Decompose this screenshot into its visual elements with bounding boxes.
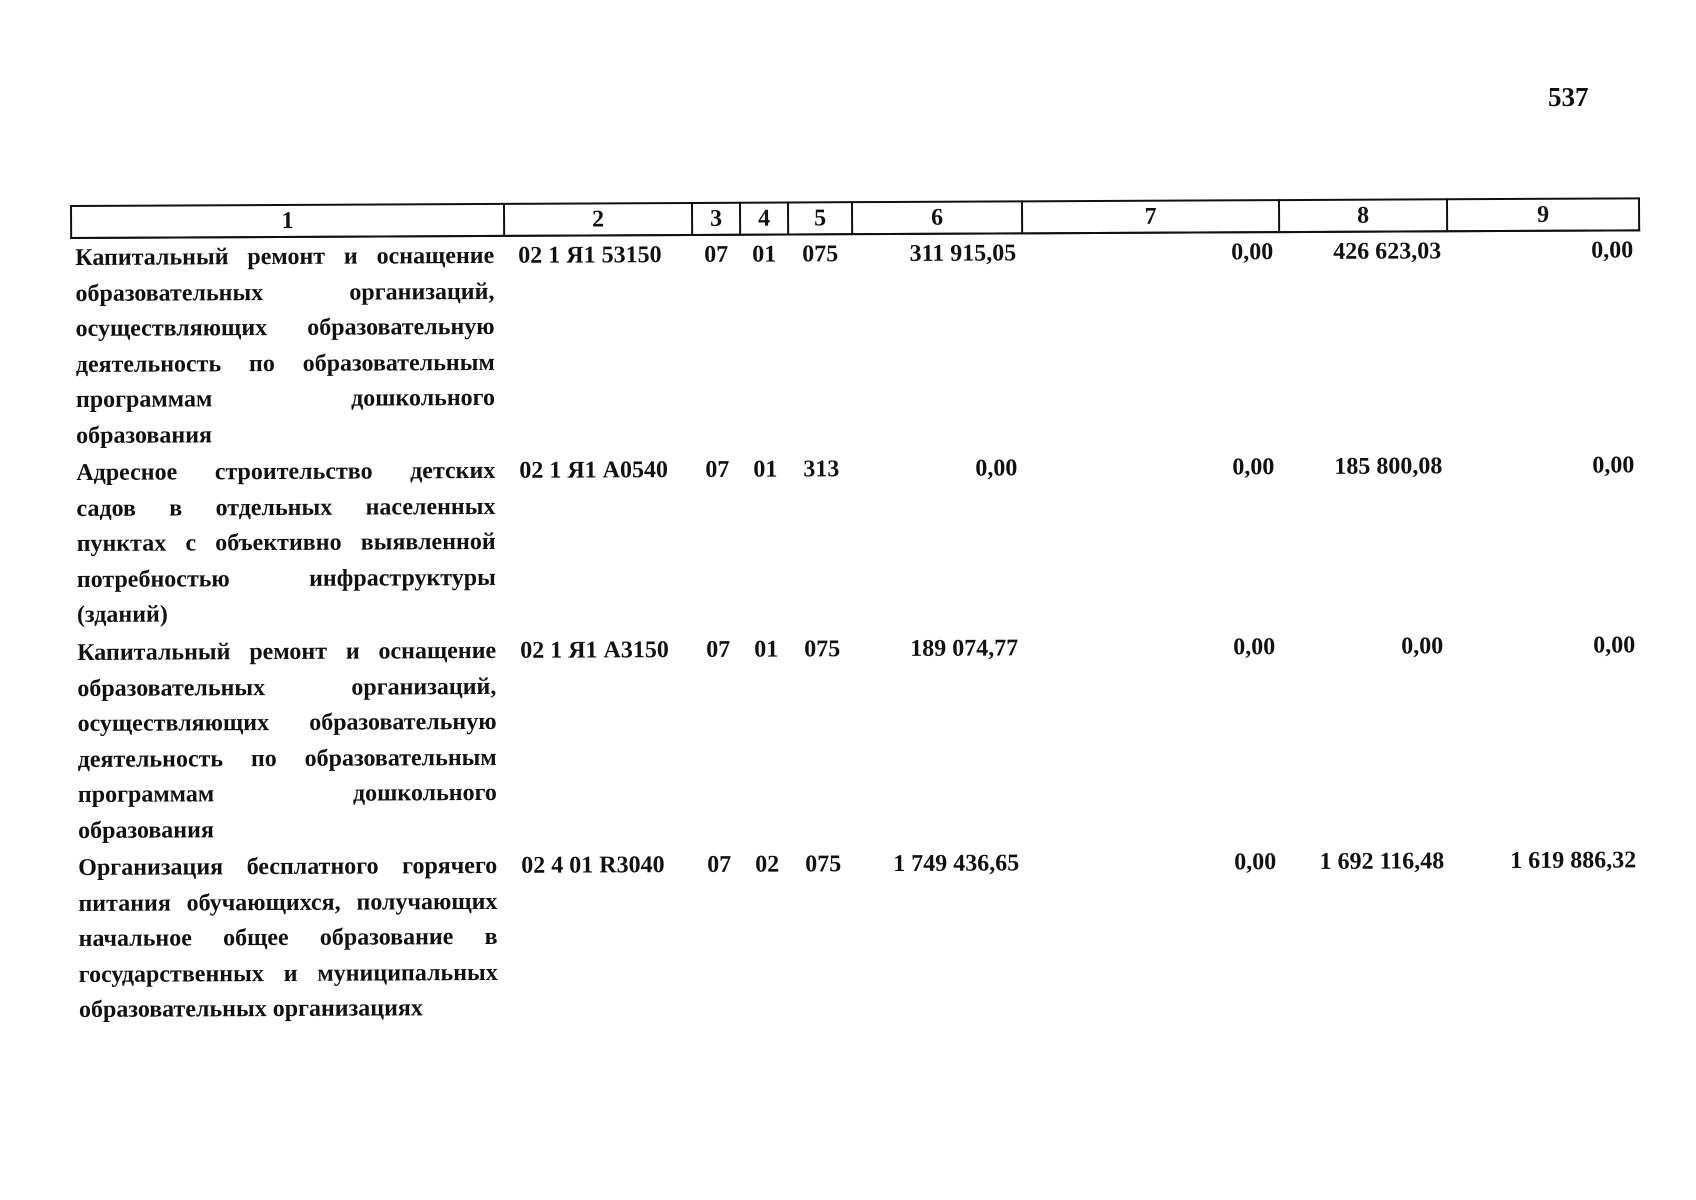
table-row	[72, 446, 1641, 634]
row-value-6: 0,00	[975, 455, 1018, 482]
row-value-6: 1 749 436,65	[893, 850, 1020, 877]
row-name: Капитальный ремонт и оснащение образовательных организаций, осуществляющих образовательную деятельность по образовательным программам дошкольного образования	[75, 242, 496, 449]
table-row	[73, 626, 1642, 849]
row-value-8: 1 692 116,48	[1319, 848, 1445, 875]
row-value-9: 1 619 886,32	[1510, 847, 1637, 874]
column-header-9: 9	[1447, 198, 1639, 231]
column-header-2: 2	[504, 203, 692, 236]
row-section: 07	[706, 636, 731, 663]
column-header-3: 3	[692, 203, 740, 235]
row-value-9: 0,00	[1592, 452, 1635, 479]
row-value-7: 0,00	[1231, 239, 1274, 266]
row-value-7: 0,00	[1232, 454, 1275, 481]
budget-table	[70, 197, 1644, 1061]
column-header-5: 5	[788, 202, 852, 234]
row-value-8: 0,00	[1401, 633, 1444, 660]
row-value-6: 311 915,05	[909, 240, 1017, 267]
page-number: 537	[1548, 82, 1589, 112]
row-section: 07	[707, 851, 732, 878]
row-value-9: 0,00	[1591, 237, 1634, 264]
table-row	[71, 230, 1640, 454]
row-expense-type: 075	[804, 636, 841, 663]
row-expense-type: 313	[803, 456, 840, 483]
column-header-1: 1	[71, 204, 504, 238]
row-code: 02 1 Я1 А3150	[520, 637, 669, 664]
column-header-4: 4	[740, 202, 788, 234]
row-value-9: 0,00	[1593, 632, 1636, 659]
row-expense-type: 075	[805, 851, 842, 878]
row-subsection: 02	[755, 851, 780, 878]
row-subsection: 01	[754, 636, 779, 663]
row-name: Адресное строительство детских садов в отдельных населенных пунктах с объективно выявленной потребностью инфраструктуры (зданий)	[76, 457, 496, 628]
row-name: Капитальный ремонт и оснащение образовательных организаций, осуществляющих образовательную деятельность по образовательным программам дошкольного образования	[77, 637, 497, 844]
row-section: 07	[704, 241, 729, 268]
row-code: 02 1 Я1 53150	[518, 242, 662, 269]
row-value-7: 0,00	[1234, 849, 1277, 876]
row-value-8: 426 623,03	[1333, 238, 1442, 265]
row-code: 02 1 Я1 А0540	[519, 457, 669, 484]
row-section: 07	[705, 456, 730, 483]
row-code: 02 4 01 R3040	[521, 852, 665, 879]
row-subsection: 01	[753, 456, 778, 483]
column-header-8: 8	[1279, 199, 1447, 232]
row-expense-type: 075	[802, 241, 839, 268]
row-subsection: 01	[752, 241, 777, 268]
table-row	[74, 841, 1643, 1061]
row-value-8: 185 800,08	[1334, 453, 1443, 480]
budget-table-sheet	[70, 197, 1642, 1061]
row-value-6: 189 074,77	[910, 635, 1019, 662]
column-header-6: 6	[852, 201, 1022, 234]
row-name: Организация бесплатного горячего питания обучающихся, получающих начальное общее образование в государственных и муниципальных образовательных организациях	[78, 852, 498, 1023]
row-value-7: 0,00	[1233, 634, 1276, 661]
column-header-7: 7	[1022, 200, 1279, 233]
